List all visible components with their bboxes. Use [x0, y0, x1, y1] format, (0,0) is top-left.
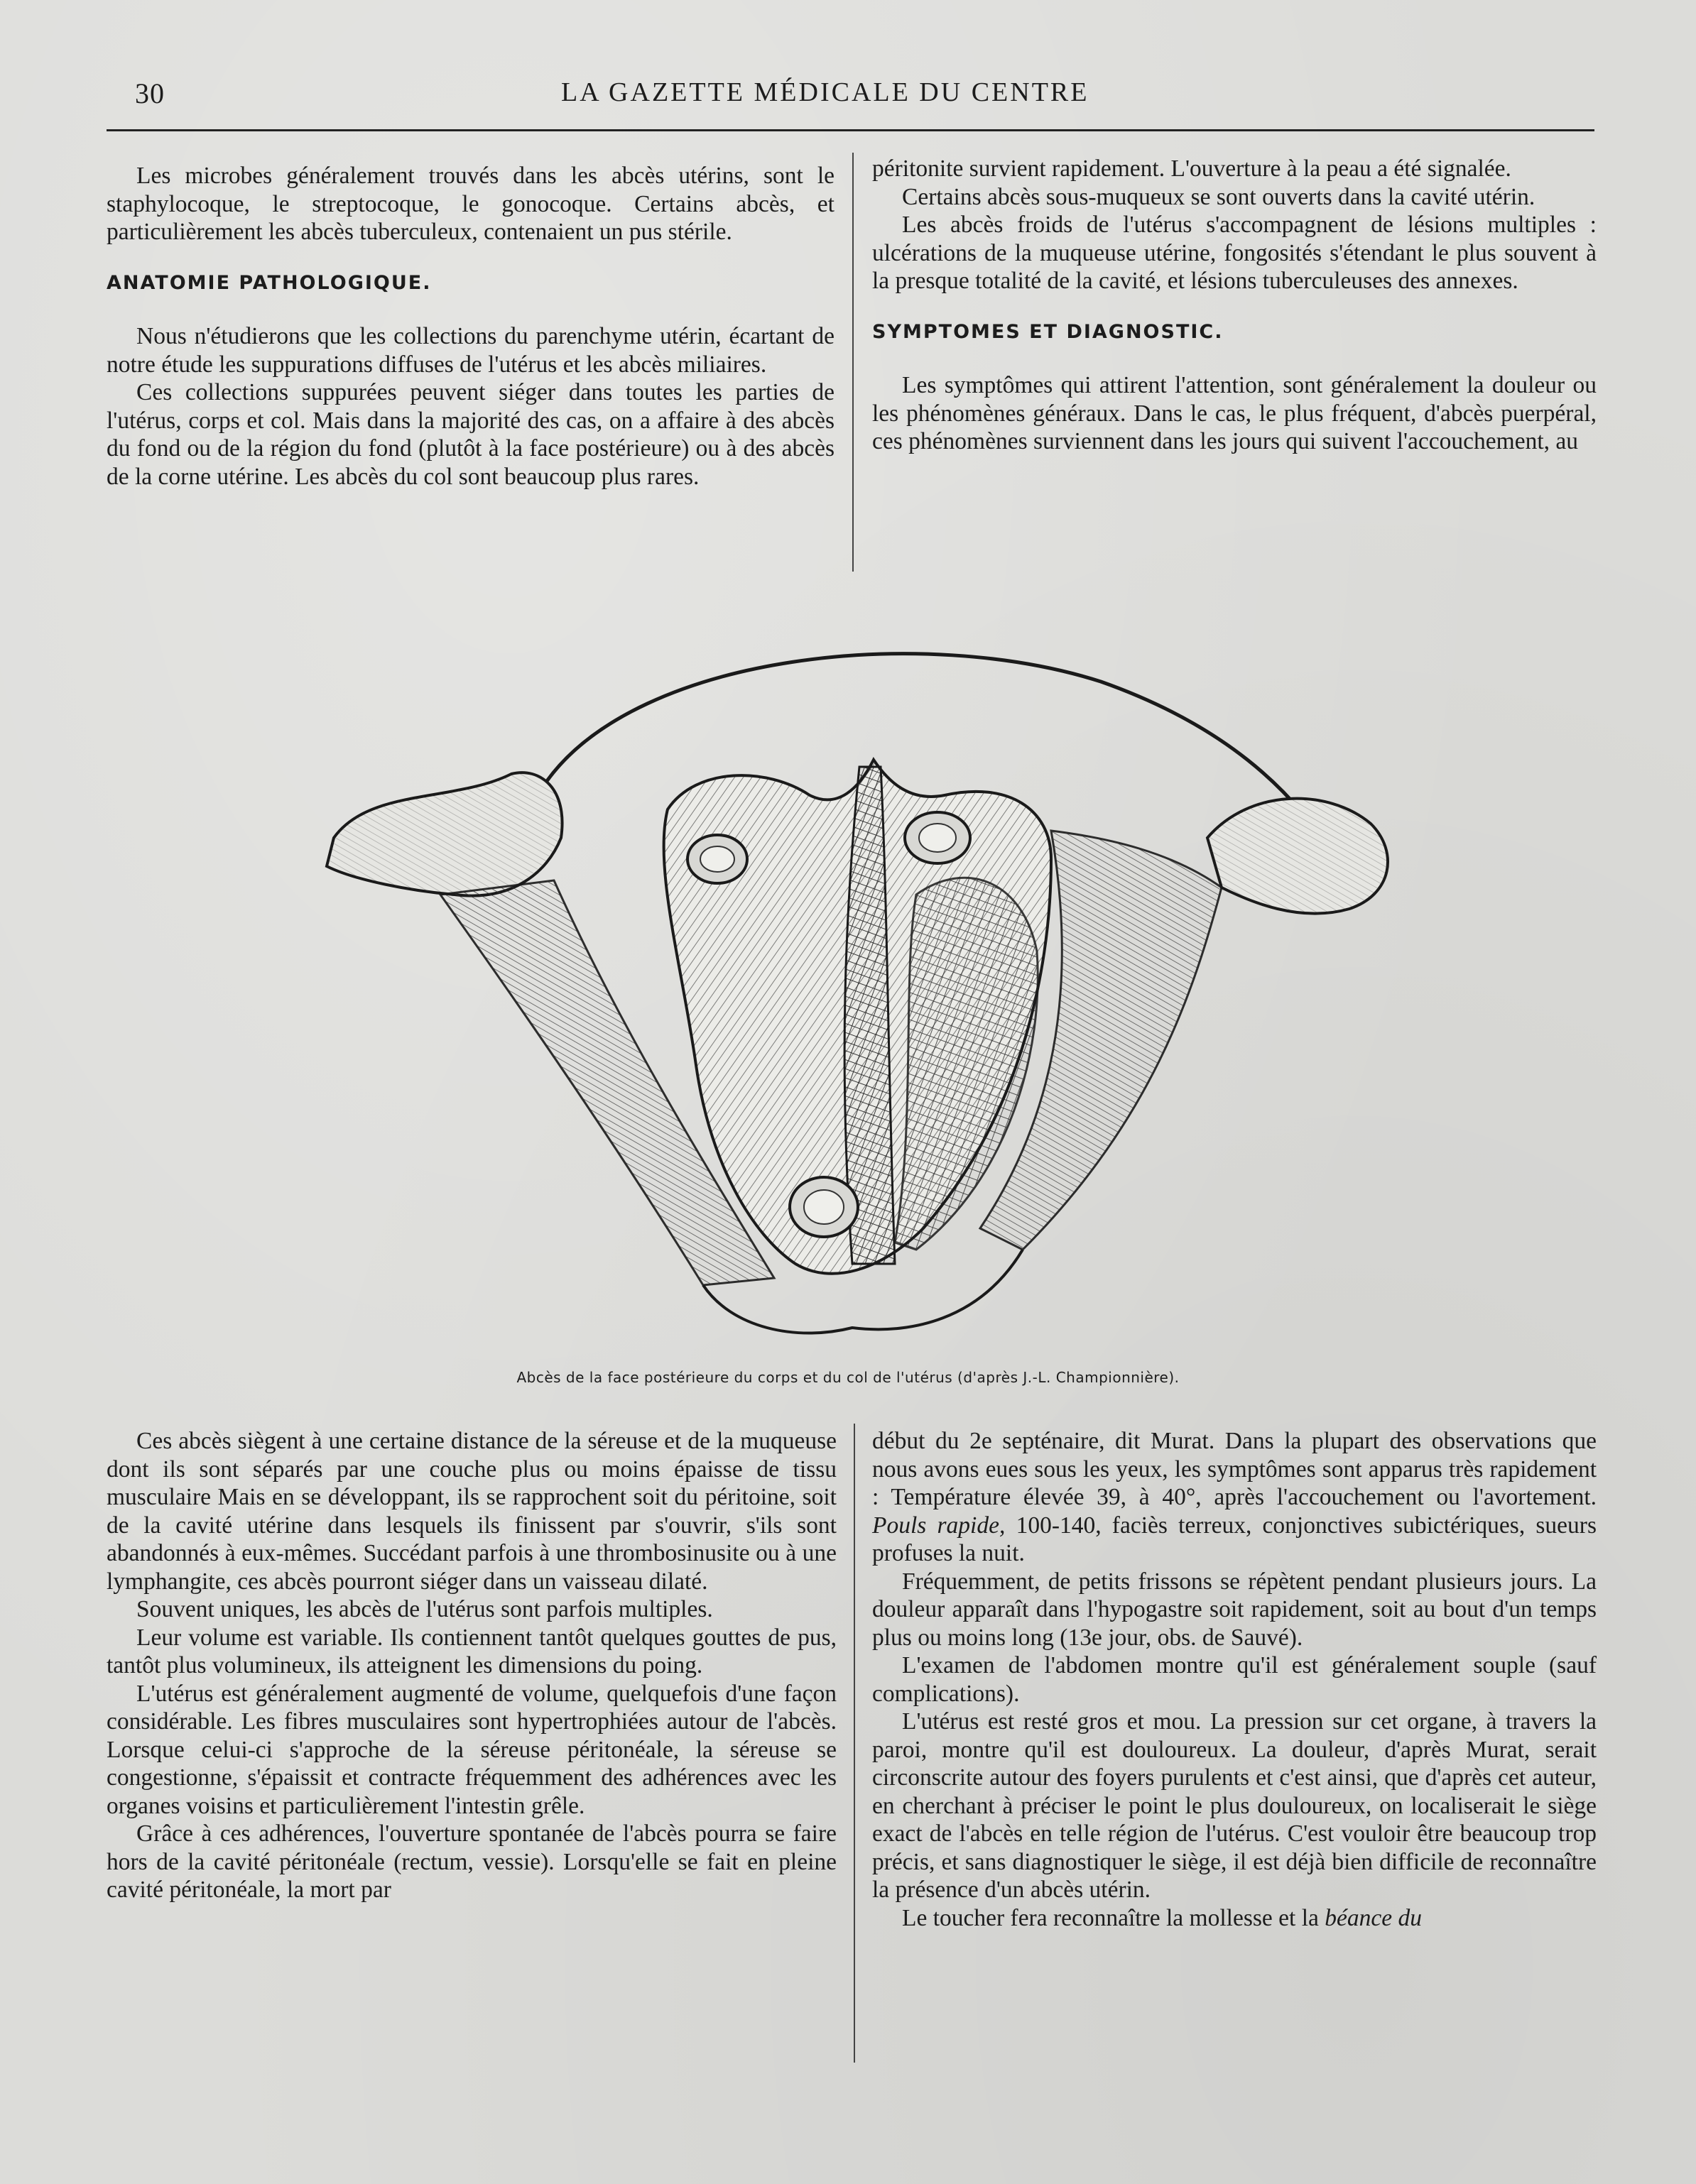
paragraph: L'utérus est généralement augmenté de volume, quelquefois d'une façon considérable. Les fibres musculaires sont hypertrophiées autour de l'abcès. Lorsque celui-ci s'approche de la séreuse péritonéale, la séreuse se congestionne, s'épaissit et contracte fréquemment des adhérences avec les organes voisins et particulièrement l'intestin grêle. — [107, 1680, 837, 1819]
column-bottom-left — [107, 1427, 837, 1904]
column-divider — [854, 1424, 855, 2063]
section-heading: ANATOMIE PATHOLOGIQUE. — [107, 271, 432, 294]
page-header — [107, 77, 1598, 119]
figure-caption: Abcès de la face postérieure du corps et du col de l'utérus (d'après J.-L. Championnière). — [516, 1369, 1180, 1386]
paragraph — [872, 1904, 1597, 1933]
header-rule — [107, 129, 1594, 131]
paragraph-text: Le toucher fera reconnaître la mollesse et la — [902, 1904, 1319, 1931]
paragraph: Grâce à ces adhérences, l'ouverture spontanée de l'abcès pourra se faire hors de la cavité péritonéale (rectum, vessie). Lorsqu'elle se fait en pleine cavité péritonéale, la mort par — [107, 1820, 837, 1903]
paragraph-text: 100-140, faciès terreux, conjonctives subictériques, sueurs profuses la nuit. — [872, 1512, 1597, 1566]
italic-text: Pouls rapide, — [872, 1512, 1006, 1539]
page-number: 30 — [135, 77, 165, 109]
paragraph: Nous n'étudierons que les collections du parenchyme utérin, écartant de notre étude les suppurations diffuses de l'utérus et les abcès miliaires. — [107, 323, 835, 378]
column-top-left — [107, 162, 835, 491]
paragraph-text: début du 2e septénaire, dit Murat. Dans la plupart des observations que nous avons eues sous les yeux, les symptômes sont apparus très rapidement : Température élevée 39, à 40°, après l'accouchement ou l'avortement. — [872, 1428, 1597, 1510]
paragraph: Ces collections suppurées peuvent siéger dans toutes les parties de l'utérus, corps et col. Mais dans la majorité des cas, on a affaire à des abcès du fond ou de la région du fond (plutôt à la face postérieure) ou à des abcès de la corne utérine. Les abcès du col sont beaucoup plus rares. — [107, 379, 835, 490]
paragraph: Les abcès froids de l'utérus s'accompagnent de lésions multiples : ulcérations de la muqueuse utérine, fongosités s'étendant le plus souvent à la presque totalité de la cavité, et lésions tuberculeuses des annexes. — [872, 212, 1597, 294]
column-divider — [852, 153, 854, 572]
uterus-illustration — [0, 625, 1696, 1363]
paragraph: péritonite survient rapidement. L'ouverture à la peau a été signalée. — [872, 155, 1511, 182]
column-bottom-right — [872, 1427, 1597, 1932]
paragraph: Les symptômes qui attirent l'attention, sont généralement la douleur ou les phénomènes généraux. Dans le cas, le plus fréquent, d'abcès puerpéral, ces phénomènes surviennent dans les jours qui suivent l'accouchement, au — [872, 372, 1597, 454]
italic-text: béance du — [1325, 1904, 1422, 1931]
paragraph: Leur volume est variable. Ils contiennent tantôt quelques gouttes de pus, tantôt plus volumineux, ils atteignent les dimensions du poing. — [107, 1624, 837, 1678]
paragraph — [872, 1427, 1597, 1568]
paragraph: L'examen de l'abdomen montre qu'il est généralement souple (sauf complications). — [872, 1652, 1597, 1707]
paragraph: Souvent uniques, les abcès de l'utérus sont parfois multiples. — [136, 1596, 713, 1622]
column-top-right — [872, 155, 1597, 456]
paragraph: Ces abcès siègent à une certaine distance de la séreuse et de la muqueuse dont ils sont séparés par une couche plus ou moins épaisse de tissu musculaire Mais en se développant, ils se rapprochent soit du péritoine, soit de la cavité utérine dans lesquels ils finissent par s'ouvrir, s'ils sont abandonnés à eux-mêmes. Succédant parfois à une thrombosinusite ou à une lymphangite, ces abcès pourront siéger dans un vaisseau dilaté. — [107, 1428, 837, 1595]
paragraph: Fréquemment, de petits frissons se répètent pendant plusieurs jours. La douleur apparaît dans l'hypogastre soit rapidement, soit au bout d'un temps plus ou moins long (13e jour, obs. de Sauvé). — [872, 1568, 1597, 1651]
paragraph: Certains abcès sous-muqueux se sont ouverts dans la cavité utérin. — [902, 183, 1535, 210]
section-heading: SYMPTOMES ET DIAGNOSTIC. — [872, 320, 1224, 343]
journal-title: LA GAZETTE MÉDICALE DU CENTRE — [561, 77, 1089, 107]
paragraph: L'utérus est resté gros et mou. La pression sur cet organe, à travers la paroi, montre qu'il est douloureux. La douleur, d'après Murat, serait circonscrite autour des foyers purulents et c'est ainsi, que d'après cet auteur, en cherchant à préciser le point le plus douloureux, on localiserait le siège exact de l'abcès en telle région de l'utérus. C'est vouloir être beaucoup trop précis, et sans diagnostiquer le siège, il est déjà bien difficile de reconnaître la présence d'un abcès utérin. — [872, 1708, 1597, 1903]
paragraph: Les microbes généralement trouvés dans les abcès utérins, sont le staphylocoque, le streptocoque, le gonocoque. Certains abcès, et particulièrement les abcès tuberculeux, contenaient un pus stérile. — [107, 163, 835, 245]
